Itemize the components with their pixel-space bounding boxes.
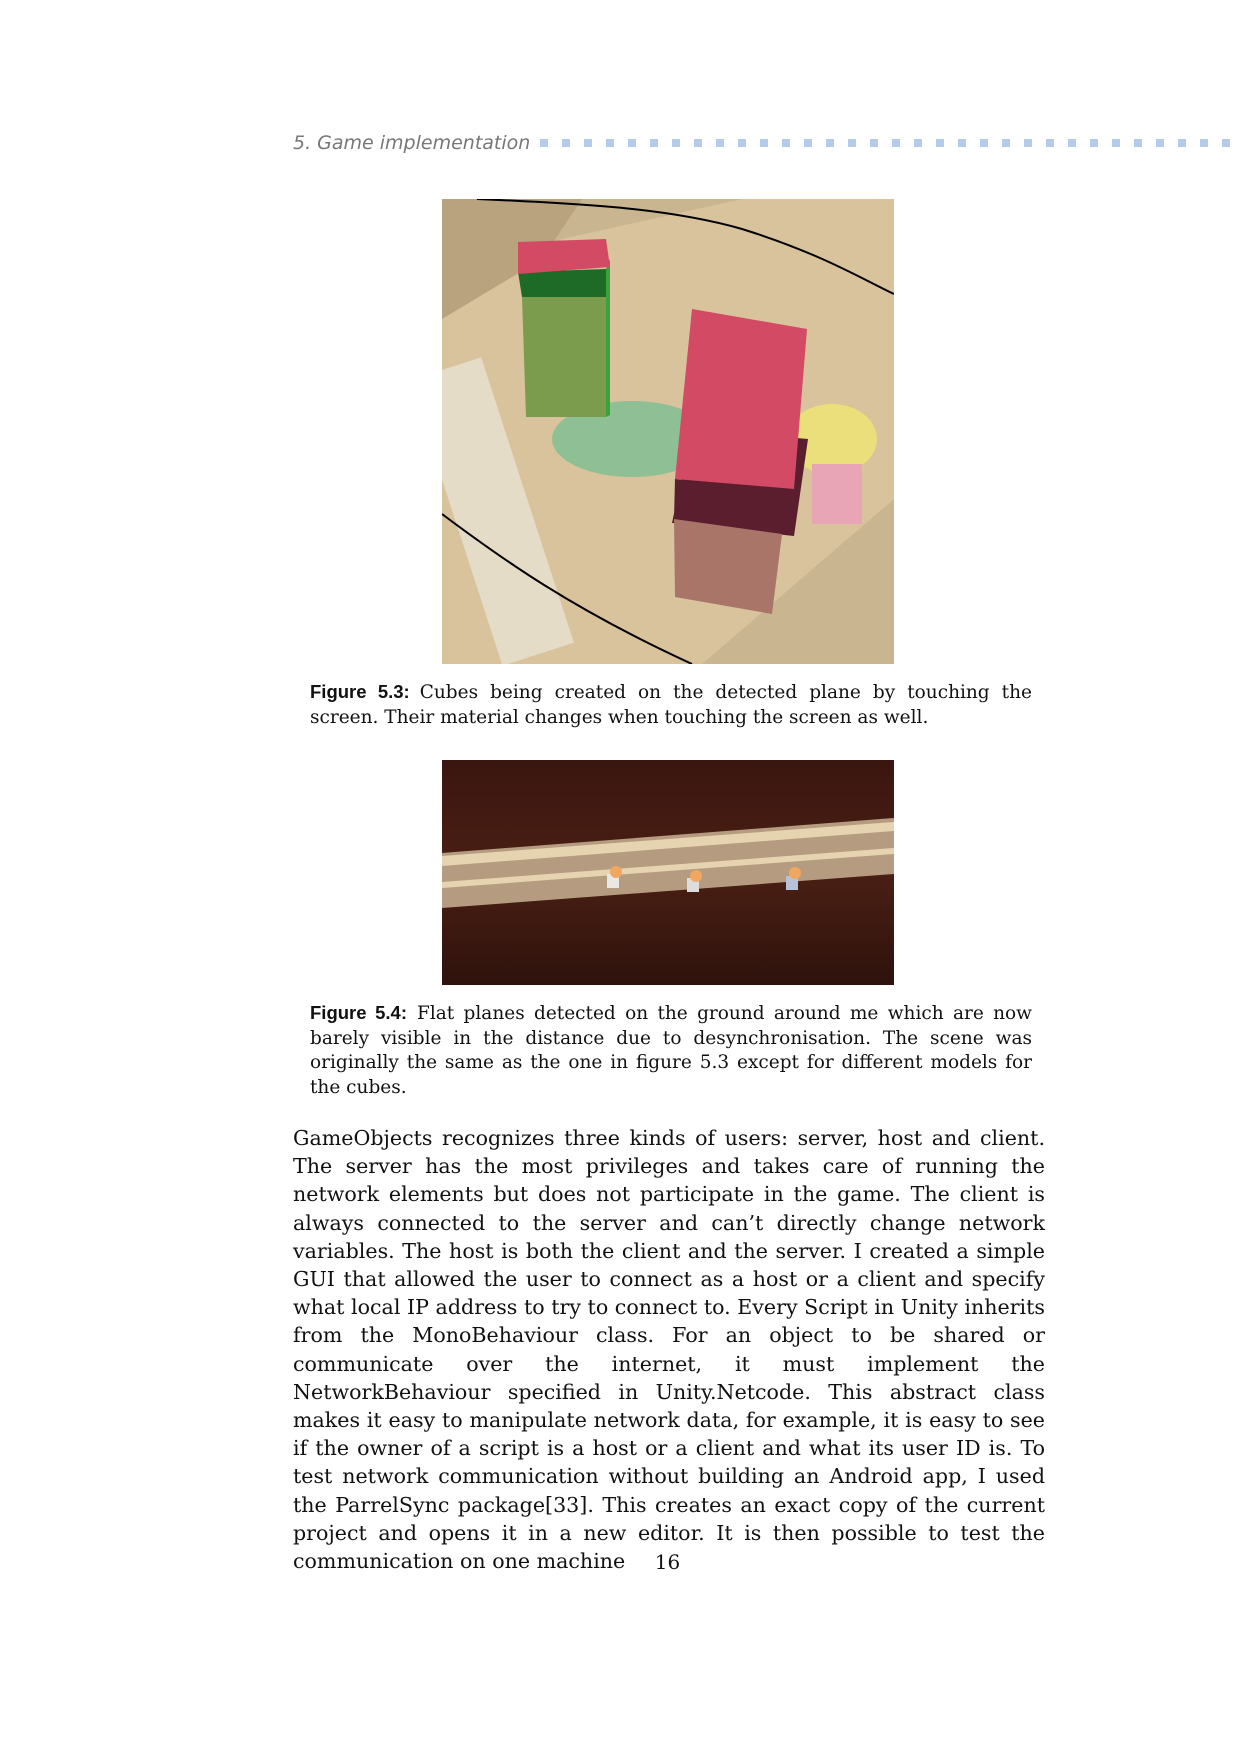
figure-5-4-image [442, 760, 894, 985]
caption-text: Cubes being created on the detected plane by touching the screen. Their material changes when touching the screen as well. [310, 682, 1032, 728]
figure-label: Figure 5.4: [310, 1002, 407, 1023]
figure-label: Figure 5.3: [310, 681, 410, 702]
running-header [293, 128, 1240, 158]
page-number: 16 [654, 1550, 681, 1574]
figure-5-4-caption [310, 1001, 1032, 1100]
body-paragraph: GameObjects recognizes three kinds of users: server, host and client. The server has the most privileges and takes care of running the network elements but does not participate in the game. The client is always connected to the server and can’t directly change network variables. The host is both the client and the server. I created a simple GUI that allowed the user to connect as a host or a client and specify what local IP address to try to connect to. Every Script in Unity inherits from the MonoBehaviour class. For an object to be shared or communicate over the internet, it must implement the NetworkBehaviour specified in Unity.Netcode. This abstract class makes it easy to manipulate network data, for example, it is easy to see if the owner of a script is a host or a client and what its user ID is. To test network communication without building an Android app, I used the ParrelSync package[33]. This creates an exact copy of the current project and opens it in a new editor. It is then possible to test the communication on one machine [293, 1126, 1045, 1574]
figure-5-3-image [442, 199, 894, 664]
figure-5-3-caption [310, 680, 1032, 730]
header-dotted-rule [540, 139, 1240, 147]
running-title: 5. Game implementation [293, 132, 531, 154]
caption-text: Flat planes detected on the ground around me which are now barely visible in the distance due to desynchronisation. The scene was originally the same as the one in figure 5.3 except for different models for the cubes. [310, 1003, 1032, 1098]
